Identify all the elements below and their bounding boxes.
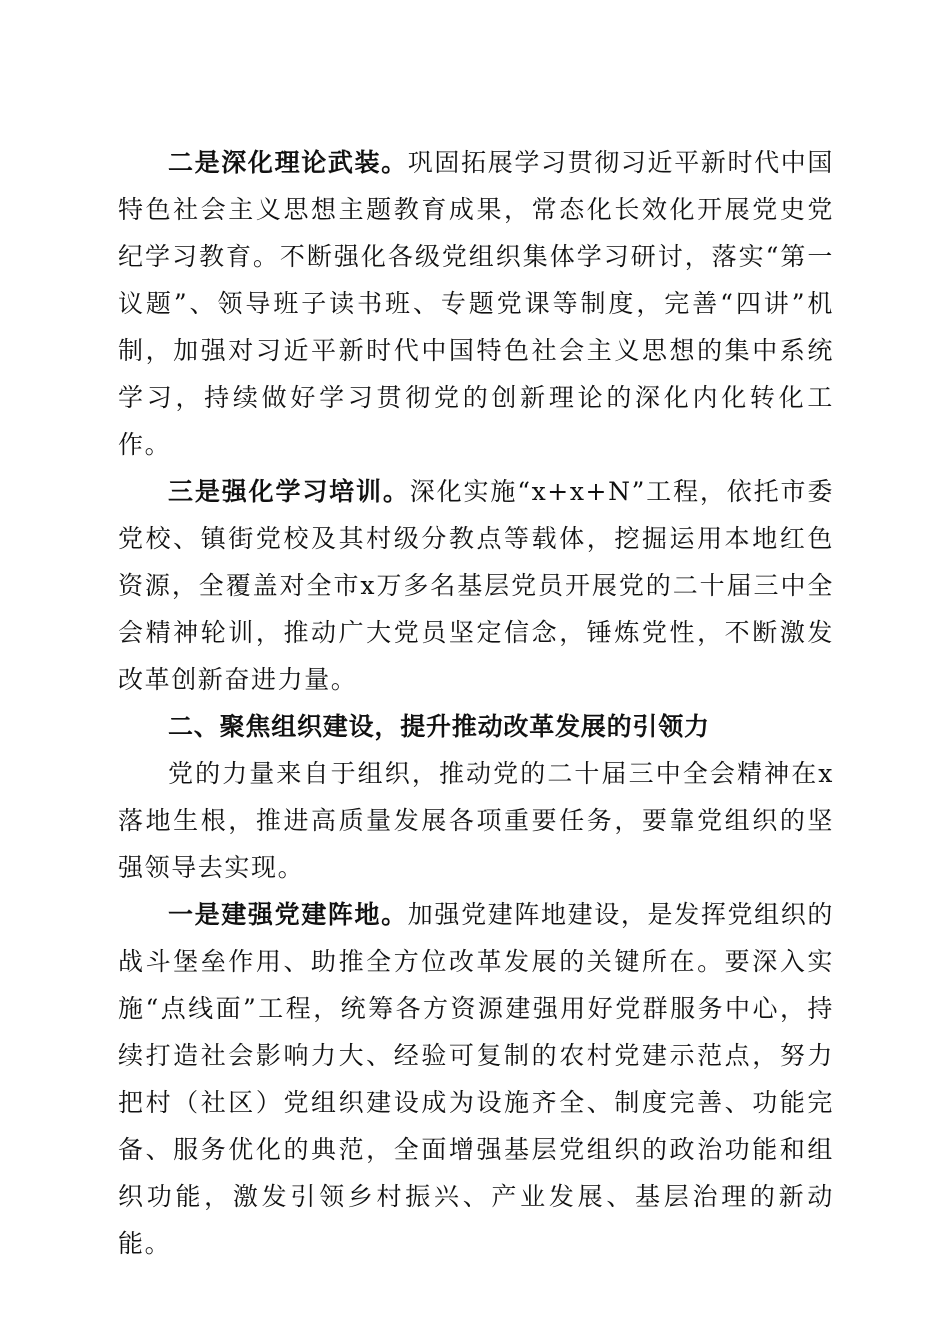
paragraph-build-positions: [118, 891, 834, 1267]
paragraph-organization-strength: [118, 750, 834, 891]
paragraph-text: 巩固拓展学习贯彻习近平新时代中国特色社会主义思想主题教育成果，常态化长效化开展党史党纪学习教育。不断强化各级党组织集体学习研讨，落实“第一议题”、领导班子读书班、专题党课等制度，完善“四讲”机制，加强对习近平新时代中国特色社会主义思想的集中系统学习，持续做好学习贯彻党的创新理论的深化内化转化工作。: [118, 148, 834, 459]
paragraph-text: 党的力量来自于组织，推动党的二十届三中全会精神在x落地生根，推进高质量发展各项重要任务，要靠党组织的坚强领导去实现。: [118, 759, 834, 882]
paragraph-lead: 三是强化学习培训。: [168, 477, 410, 506]
paragraph-lead: 一是建强党建阵地。: [168, 900, 408, 929]
document-body: [118, 139, 834, 1267]
section-heading: 二、聚焦组织建设，提升推动改革发展的引领力: [168, 712, 710, 741]
paragraph-deepen-theory: [118, 139, 834, 468]
paragraph-text: 深化实施“x+x+N”工程，依托市委党校、镇街党校及其村级分教点等载体，挖掘运用本地红色资源，全覆盖对全市x万多名基层党员开展党的二十届三中全会精神轮训，推动广大党员坚定信念，锤炼党性，不断激发改革创新奋进力量。: [118, 477, 834, 694]
paragraph-strengthen-training: [118, 468, 834, 703]
paragraph-text: 加强党建阵地建设，是发挥党组织的战斗堡垒作用、助推全方位改革发展的关键所在。要深入实施“点线面”工程，统筹各方资源建强用好党群服务中心，持续打造社会影响力大、经验可复制的农村党建示范点，努力把村（社区）党组织建设成为设施齐全、制度完善、功能完备、服务优化的典范，全面增强基层党组织的政治功能和组织功能，激发引领乡村振兴、产业发展、基层治理的新动能。: [118, 900, 834, 1258]
paragraph-lead: 二是深化理论武装。: [168, 148, 408, 177]
